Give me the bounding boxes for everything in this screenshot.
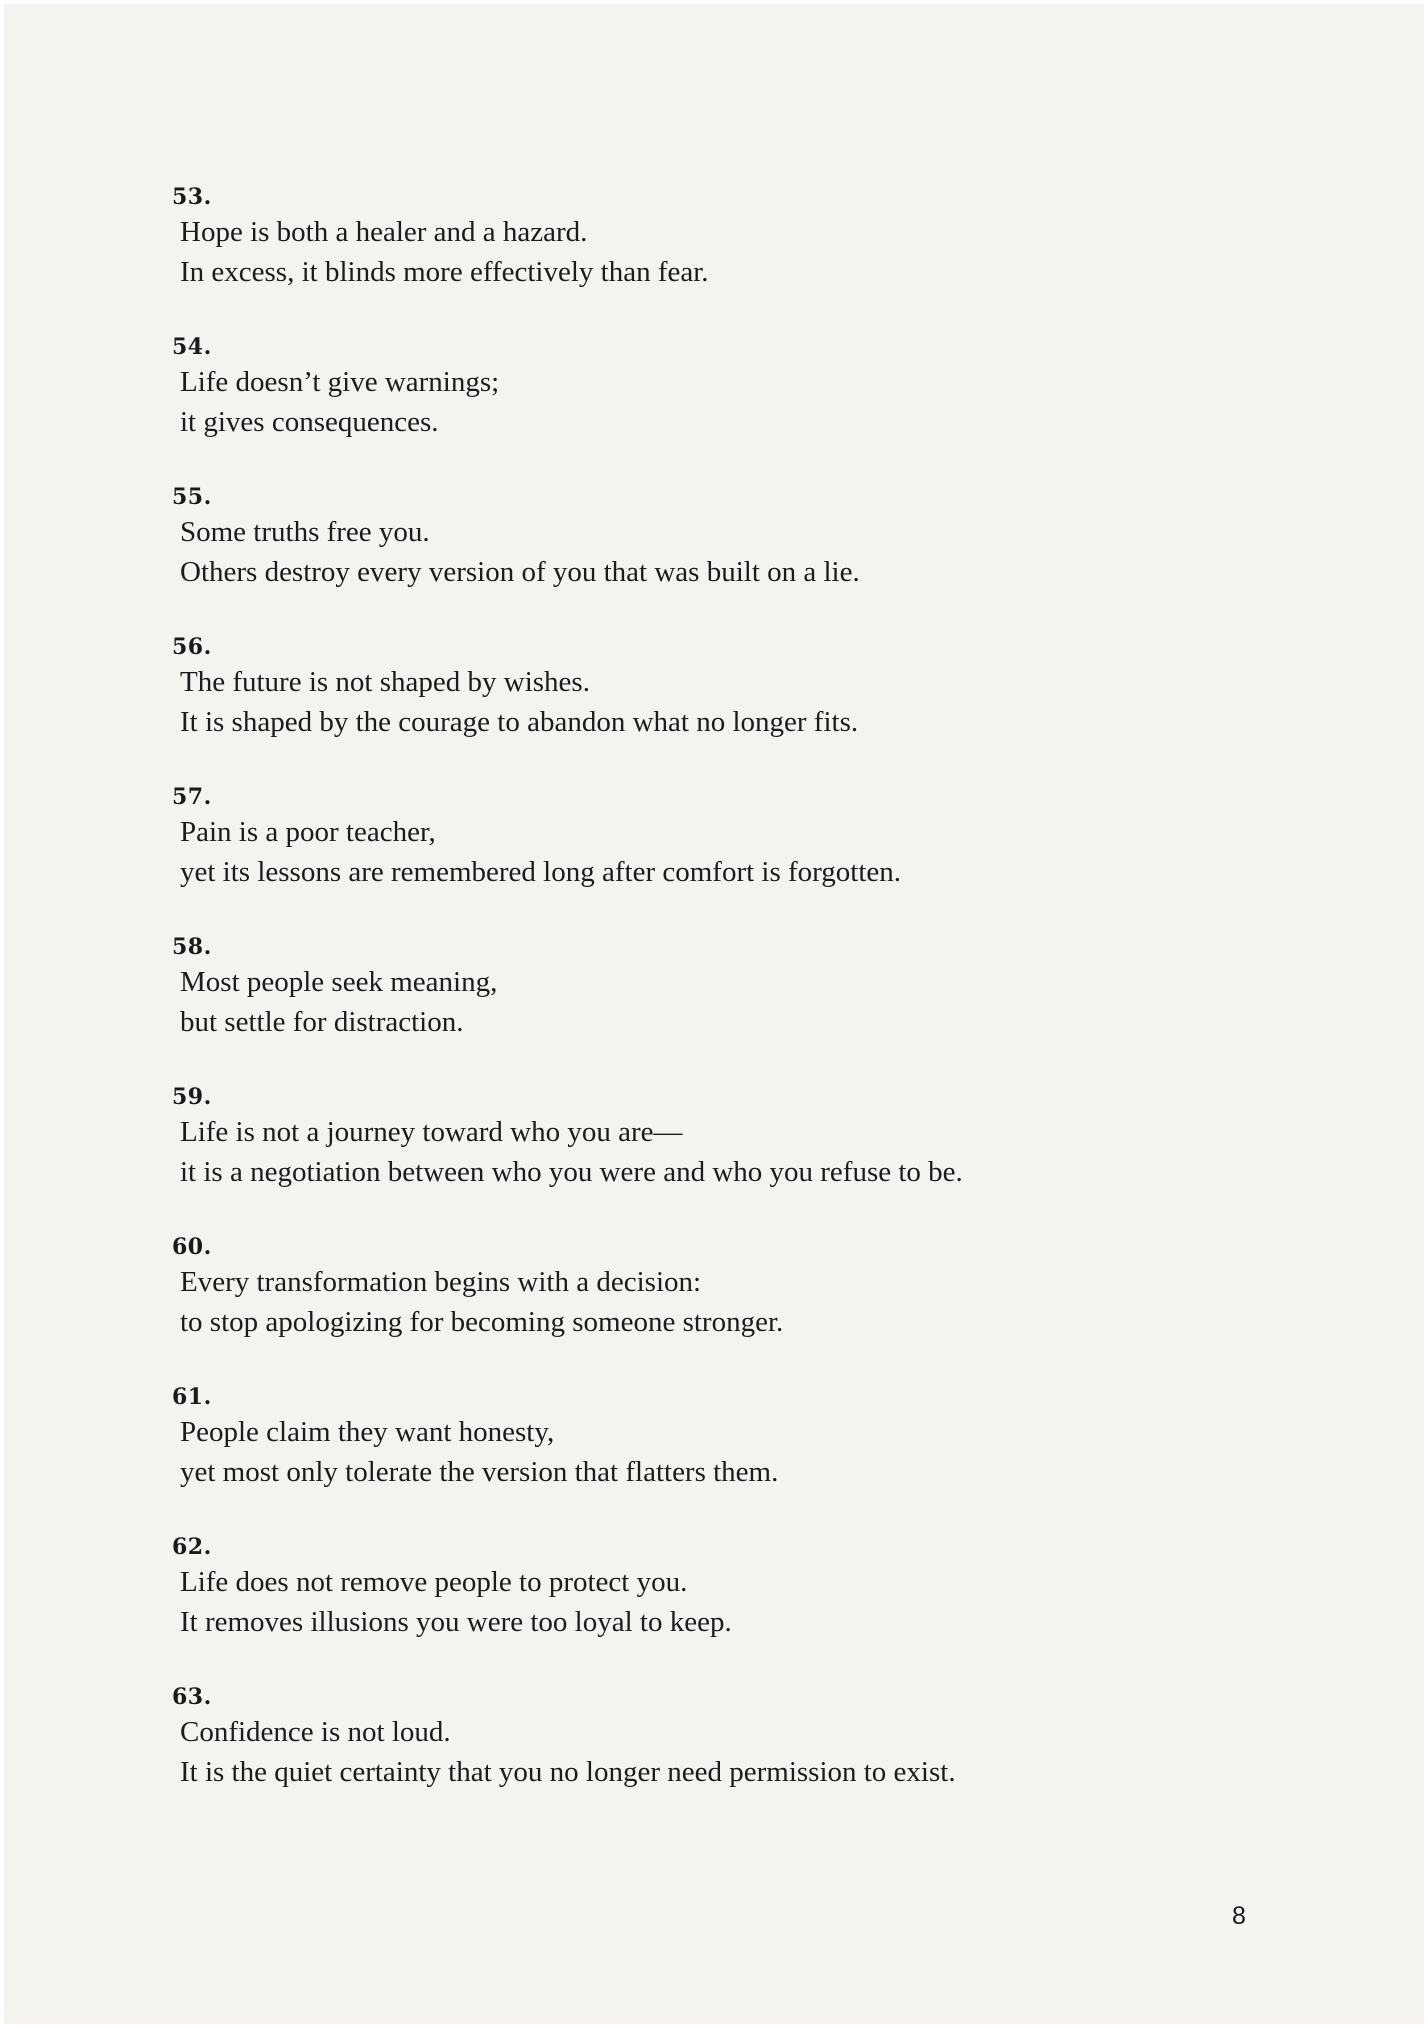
quote-number: 57. — [172, 784, 212, 810]
quote-number: 56. — [172, 634, 212, 660]
quote-number: 60. — [172, 1234, 212, 1260]
quote-entry — [172, 634, 1272, 784]
quote-line: it is a negotiation between who you were and who you refuse to be. — [180, 1156, 963, 1188]
quote-line: In excess, it blinds more effectively than fear. — [180, 256, 709, 288]
quote-line: Others destroy every version of you that was built on a lie. — [180, 556, 860, 588]
document-page — [4, 4, 1424, 2024]
quote-line: Some truths free you. — [180, 516, 430, 548]
quote-line: It removes illusions you were too loyal to keep. — [180, 1606, 732, 1638]
quote-line: yet most only tolerate the version that flatters them. — [180, 1456, 779, 1488]
quote-line: Life is not a journey toward who you are— — [180, 1116, 683, 1148]
quote-number: 53. — [172, 184, 212, 210]
quote-list — [172, 184, 1272, 1834]
quote-entry — [172, 1084, 1272, 1234]
quote-line: to stop apologizing for becoming someone stronger. — [180, 1306, 784, 1338]
quote-number: 59. — [172, 1084, 212, 1110]
quote-line: but settle for distraction. — [180, 1006, 464, 1038]
quote-number: 62. — [172, 1534, 212, 1560]
quote-entry — [172, 334, 1272, 484]
quote-entry — [172, 1384, 1272, 1534]
quote-number: 58. — [172, 934, 212, 960]
quote-line: yet its lessons are remembered long after comfort is forgotten. — [180, 856, 902, 888]
quote-line: Most people seek meaning, — [180, 966, 498, 998]
page-number: 8 — [1232, 1902, 1246, 1930]
quote-entry — [172, 934, 1272, 1084]
quote-line: Pain is a poor teacher, — [180, 816, 436, 848]
quote-line: It is shaped by the courage to abandon what no longer fits. — [180, 706, 859, 738]
quote-line: Hope is both a healer and a hazard. — [180, 216, 588, 248]
quote-entry — [172, 1534, 1272, 1684]
quote-line: Life does not remove people to protect you. — [180, 1566, 688, 1598]
quote-number: 63. — [172, 1684, 212, 1710]
quote-number: 55. — [172, 484, 212, 510]
quote-number: 54. — [172, 334, 212, 360]
quote-entry — [172, 784, 1272, 934]
quote-entry — [172, 1234, 1272, 1384]
quote-line: Every transformation begins with a decision: — [180, 1266, 702, 1298]
quote-number: 61. — [172, 1384, 212, 1410]
quote-entry — [172, 184, 1272, 334]
quote-line: Confidence is not loud. — [180, 1716, 451, 1748]
quote-entry — [172, 1684, 1272, 1834]
quote-line: It is the quiet certainty that you no longer need permission to exist. — [180, 1756, 956, 1788]
quote-line: People claim they want honesty, — [180, 1416, 555, 1448]
quote-line: Life doesn’t give warnings; — [180, 366, 500, 398]
quote-entry — [172, 484, 1272, 634]
quote-line: it gives consequences. — [180, 406, 439, 438]
quote-line: The future is not shaped by wishes. — [180, 666, 590, 698]
